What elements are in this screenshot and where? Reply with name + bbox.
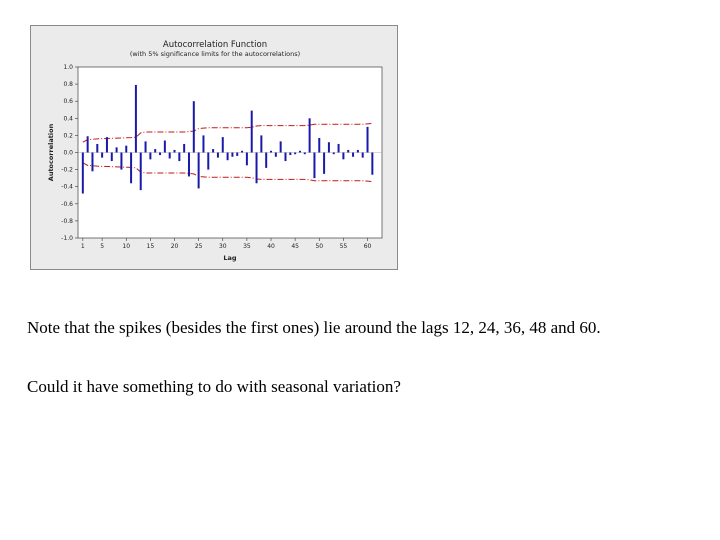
chart-subtitle: (with 5% significance limits for the autocorrelations) <box>129 50 301 58</box>
acf-bar <box>174 150 176 153</box>
acf-bar <box>371 153 373 175</box>
acf-bar <box>260 135 262 152</box>
y-tick-label: 0.8 <box>63 81 73 89</box>
x-tick-label: 55 <box>339 243 348 250</box>
acf-bar <box>116 147 118 152</box>
acf-bar <box>265 153 267 168</box>
acf-bar <box>236 153 238 156</box>
acf-bar <box>246 153 248 166</box>
x-tick-label: 40 <box>267 243 275 250</box>
x-tick-label: 15 <box>146 243 155 250</box>
acf-bar <box>256 153 258 184</box>
acf-bar <box>96 144 98 153</box>
y-axis-label: Autocorrelation <box>47 123 55 182</box>
acf-bar <box>87 136 89 152</box>
acf-bar <box>188 153 190 177</box>
x-tick-label: 5 <box>100 243 105 250</box>
note-seasonal-question: Could it have something to do with seasonal variation? <box>27 377 401 396</box>
acf-bar <box>164 141 166 153</box>
x-tick-label: 45 <box>291 243 299 250</box>
acf-bar <box>169 153 171 159</box>
acf-bar <box>183 144 185 153</box>
acf-bar <box>323 153 325 174</box>
acf-bar <box>333 153 335 155</box>
acf-bar <box>342 153 344 160</box>
acf-bar <box>159 153 161 156</box>
x-tick-label: 35 <box>243 243 251 250</box>
chart-title: Autocorrelation Function <box>162 40 268 50</box>
acf-bar <box>328 142 330 152</box>
x-tick-label: 50 <box>315 243 324 250</box>
y-tick-label: 0.2 <box>63 132 73 140</box>
acf-bar <box>212 149 214 152</box>
acf-bar <box>338 144 340 153</box>
acf-bar <box>140 153 142 191</box>
acf-bar <box>357 150 359 153</box>
acf-bar <box>275 153 277 157</box>
acf-bar <box>227 153 229 161</box>
acf-bar <box>313 153 315 179</box>
acf-bar <box>193 101 195 152</box>
y-tick-label: -0.6 <box>61 200 73 208</box>
acf-bar <box>284 153 286 162</box>
acf-bar <box>202 135 204 152</box>
y-tick-label: 0.4 <box>63 115 73 123</box>
acf-bar <box>352 153 354 157</box>
acf-bar <box>294 153 296 155</box>
acf-bar <box>154 149 156 152</box>
acf-bar <box>145 141 147 152</box>
acf-bar <box>289 153 291 156</box>
acf-bar <box>135 85 137 153</box>
note-spikes: Note that the spikes (besides the first ones) lie around the lags 12, 24, 36, 48 and 60. <box>27 318 601 337</box>
acf-bar <box>309 118 311 152</box>
acf-bar <box>231 153 233 157</box>
acf-bar <box>362 153 364 158</box>
acf-bar <box>82 153 84 194</box>
acf-bar <box>149 153 151 160</box>
acf-bar <box>207 153 209 170</box>
y-tick-label: 1.0 <box>63 64 73 71</box>
y-tick-label: -1.0 <box>61 235 73 242</box>
acf-bar <box>222 137 224 152</box>
acf-chart <box>30 25 398 270</box>
acf-bar <box>304 153 306 155</box>
y-tick-label: -0.2 <box>61 166 73 174</box>
acf-bar <box>367 127 369 153</box>
acf-chart-svg <box>31 26 399 271</box>
y-tick-label: 0.0 <box>63 149 73 157</box>
acf-bar <box>347 150 349 153</box>
x-tick-label: 25 <box>194 243 203 250</box>
x-tick-label: 30 <box>218 243 227 250</box>
x-tick-label: 60 <box>363 243 372 250</box>
acf-bar <box>280 141 282 152</box>
acf-bar <box>217 153 219 158</box>
acf-bar <box>198 153 200 189</box>
acf-bar <box>270 151 272 153</box>
acf-bar <box>125 146 127 153</box>
acf-bar <box>106 137 108 152</box>
acf-bar <box>101 153 103 158</box>
y-tick-label: -0.8 <box>61 217 73 225</box>
acf-bar <box>251 111 253 153</box>
acf-bar <box>318 138 320 153</box>
x-tick-label: 1 <box>80 243 85 250</box>
acf-bar <box>130 153 132 184</box>
x-tick-label: 10 <box>122 243 131 250</box>
acf-bar <box>91 153 93 172</box>
acf-bar <box>178 153 180 162</box>
y-tick-label: 0.6 <box>63 98 73 106</box>
acf-bar <box>241 151 243 153</box>
acf-bar <box>111 153 113 162</box>
acf-bar <box>120 153 122 170</box>
acf-bar <box>299 151 301 153</box>
x-tick-label: 20 <box>170 243 179 250</box>
y-tick-label: -0.4 <box>61 183 73 191</box>
x-axis-label: Lag <box>223 254 237 262</box>
